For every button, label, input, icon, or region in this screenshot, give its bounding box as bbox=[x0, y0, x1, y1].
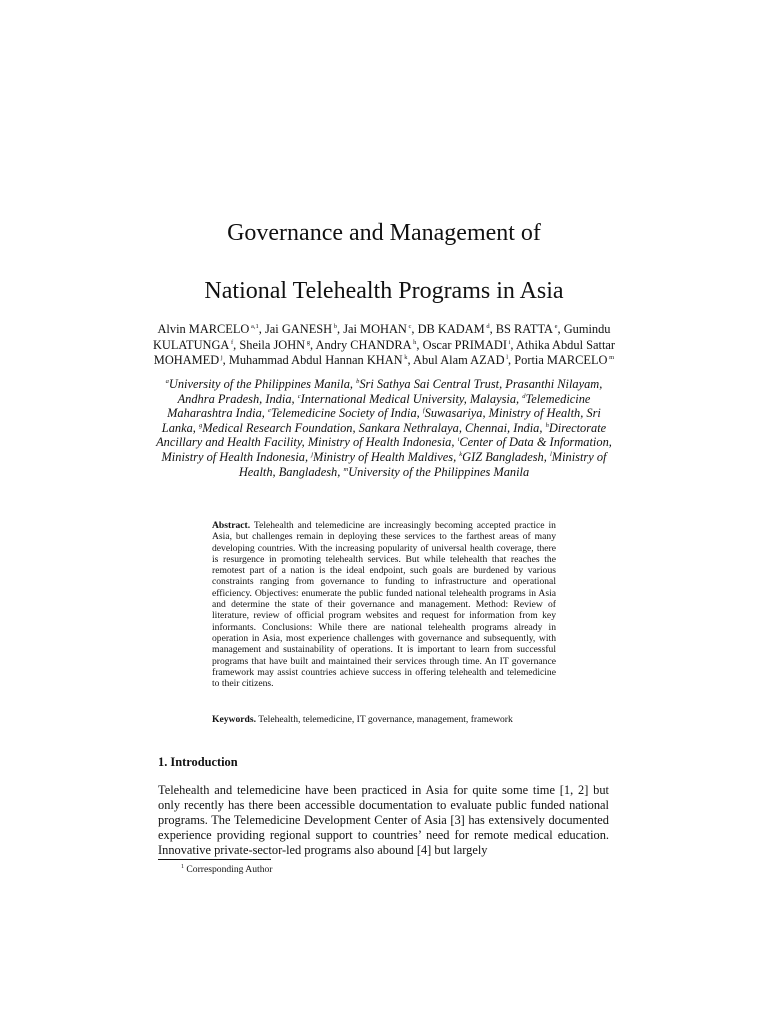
author bbox=[229, 353, 408, 367]
affiliation-superscript: d bbox=[522, 392, 526, 400]
author-name: Alvin MARCELO bbox=[157, 322, 250, 336]
author-superscript: l bbox=[504, 353, 509, 361]
author-superscript: f bbox=[229, 338, 234, 346]
author-name: Gumindu KULATUNGA bbox=[152, 322, 611, 352]
author-name: Oscar PRIMADI bbox=[422, 337, 507, 352]
author-name: Portia MARCELO bbox=[514, 353, 608, 367]
keywords-text: Telehealth, telemedicine, IT governance, management, framework bbox=[258, 714, 513, 725]
affiliation-text: University of the Philippines Manila bbox=[168, 377, 350, 391]
author-name: Andry CHANDRA bbox=[315, 337, 412, 352]
affiliation-text: Center of Data & Information, Ministry of Health Indonesia bbox=[161, 435, 612, 464]
footnote bbox=[181, 864, 272, 876]
paper-title-line-1: Governance and Management of bbox=[227, 220, 541, 246]
affiliation-text: International Medical University, Malaysia bbox=[300, 391, 517, 406]
author-superscript: b bbox=[332, 322, 337, 330]
affiliation-superscript: a bbox=[165, 377, 169, 385]
affiliation bbox=[343, 465, 529, 479]
affiliation-text: University of the Philippines Manila bbox=[348, 464, 530, 479]
affiliation bbox=[268, 406, 417, 420]
affiliation-list: $^a$University of the Philippines Manila, $^b$Sri Sathya Sai Central Trust, Prasanthi Nilayam, Andhra Pradesh, India, $^c$International Medical University, Malaysia, $^d$Telemedicine Maharashtra India, $^e$Telemedicine Society of India, $^f$Suwasariya, Ministry of Health, Sri Lanka, $^g$Medical Research Foundation, Sankara Nethralaya, Chennai, India, $^h$Directorate Ancillary and Health Facility, Ministry of Health Indonesia, $^i$Center of Data & Information, Ministry of Health Indonesia, $^j$Ministry of Health Maldives, $^k$GIZ Bangladesh, $^l$Ministry of Health, Bangladesh, $^m$University of the Philippines Manila bbox=[156, 377, 612, 479]
affiliation-text: Telemedicine Society of India bbox=[270, 406, 417, 421]
affiliation-superscript: f bbox=[422, 407, 425, 415]
author bbox=[265, 322, 337, 336]
paper-title-line-2: National Telehealth Programs in Asia bbox=[204, 278, 564, 304]
author-superscript: d bbox=[484, 322, 490, 330]
affiliation-text: GIZ Bangladesh bbox=[462, 449, 544, 464]
author-superscript: i bbox=[506, 338, 511, 346]
affiliation-superscript: h bbox=[545, 421, 549, 429]
affiliation-superscript: e bbox=[267, 407, 271, 415]
section-heading-introduction: 1. Introduction bbox=[158, 755, 238, 769]
author-superscript: j bbox=[219, 353, 223, 361]
affiliation-text: Sri Sathya Sai Central Trust, Prasanthi Nilayam, Andhra Pradesh, India bbox=[177, 377, 603, 406]
affiliation bbox=[311, 450, 453, 464]
author-name: Jai MOHAN bbox=[343, 322, 407, 336]
author-list: Alvin MARCELO $^{a,1}$, Jai GANESH $^b$, Jai MOHAN $^c$, DB KADAM $^d$, BS RATTA $^e$, Gumindu KULATUNGA $^f$, Sheila JOHN $^g$, Andry CHANDRA $^h$, Oscar PRIMADI $^i$, Athika Abdul Sattar MOHAMED $^j$, Muhammad Abdul Hannan KHAN $^k$, Abul Alam AZAD $^l$, Portia MARCELO $^m$ bbox=[152, 322, 616, 367]
author-name: Athika Abdul Sattar MOHAMED bbox=[153, 337, 616, 367]
keywords bbox=[212, 714, 556, 725]
affiliation-superscript: j bbox=[311, 450, 314, 458]
author bbox=[514, 353, 614, 367]
author-name: Sheila JOHN bbox=[239, 337, 306, 352]
affiliation-superscript: c bbox=[297, 392, 301, 400]
author-superscript: m bbox=[607, 353, 615, 361]
author-superscript: k bbox=[402, 353, 408, 361]
author bbox=[423, 338, 511, 352]
affiliation-superscript: g bbox=[198, 421, 203, 429]
author bbox=[413, 353, 508, 367]
abstract-text: Telehealth and telemedicine are increasingly becoming accepted practice in Asia, but challenges remain in deploying these services to the farthest areas of many developing countries. With the increasing popularity of universal health coverage, there is resurgence in promoting telehealth services. But while telehealth that reaches the remotest part of a nation is the ideal endpoint, such goals are burdened by various constraints ranging from governance to funding to infrastructure and operational efficiency. Objectives: enumerate the public funded national telehealth programs in Asia and determine the state of their governance and management. Method: Review of literature, review of official program websites and request for information from key informants. Conclusions: While there are national telehealth programs already in operation in Asia, most experience challenges with governance and subsequently, with management and sustainability of operations. It is important to learn from successful programs that have built and maintained their services through time. An IT governance framework may assist countries achieve success in offering telehealth and telemedicine to their citizens. bbox=[212, 520, 556, 690]
affiliation-text: Telemedicine Maharashtra India bbox=[167, 391, 591, 421]
author-superscript: e bbox=[552, 322, 558, 330]
affiliation-text: Medical Research Foundation, Sankara Nethralaya, Chennai, India bbox=[202, 420, 540, 435]
abstract bbox=[212, 520, 556, 689]
introduction-paragraph: Telehealth and telemedicine have been practiced in Asia for quite some time [1, 2] but only recently has there been accessible documentation to evaluate public funded national programs. The Telemedicine Development Center of Asia [3] has extensively documented experience providing regional support to countries’ need for remote medical education. Innovative private-sector-led programs also abound [4] but largely bbox=[158, 783, 609, 858]
author-name: Jai GANESH bbox=[264, 322, 333, 336]
keywords-label: Keywords. bbox=[212, 714, 256, 725]
affiliation bbox=[199, 421, 539, 435]
affiliation-superscript: m bbox=[343, 465, 349, 473]
author-superscript: h bbox=[411, 338, 417, 346]
affiliation-superscript: b bbox=[356, 377, 360, 385]
affiliation-superscript: k bbox=[459, 450, 463, 458]
affiliation-text: Directorate Ancillary and Health Facility, Ministry of Health Indonesia bbox=[156, 420, 607, 450]
affiliation bbox=[298, 392, 516, 406]
author bbox=[316, 338, 417, 352]
affiliation-text: Ministry of Health Maldives bbox=[313, 449, 454, 464]
footnote-text: Corresponding Author bbox=[186, 864, 273, 875]
footnote-mark: 1 bbox=[181, 863, 184, 870]
author bbox=[157, 322, 258, 336]
author-name: Abul Alam AZAD bbox=[413, 353, 505, 367]
affiliation bbox=[459, 450, 543, 464]
author bbox=[418, 322, 490, 336]
author bbox=[239, 338, 310, 352]
author-name: BS RATTA bbox=[495, 322, 553, 336]
affiliation-text: Ministry of Health, Bangladesh bbox=[238, 449, 607, 479]
author bbox=[343, 322, 411, 336]
author-name: DB KADAM bbox=[417, 322, 485, 336]
author-superscript: c bbox=[406, 322, 412, 330]
abstract-label: Abstract. bbox=[212, 520, 251, 531]
footnote-rule bbox=[158, 859, 271, 860]
affiliation-superscript: l bbox=[549, 450, 552, 458]
author-name: Muhammad Abdul Hannan KHAN bbox=[228, 353, 403, 367]
author-superscript: g bbox=[305, 338, 310, 346]
affiliation-superscript: i bbox=[457, 436, 460, 444]
affiliation-text: Suwasariya, Ministry of Health, Sri Lanka bbox=[161, 406, 601, 435]
affiliation bbox=[166, 377, 350, 391]
author-superscript: a,1 bbox=[249, 322, 259, 330]
author bbox=[496, 322, 558, 336]
